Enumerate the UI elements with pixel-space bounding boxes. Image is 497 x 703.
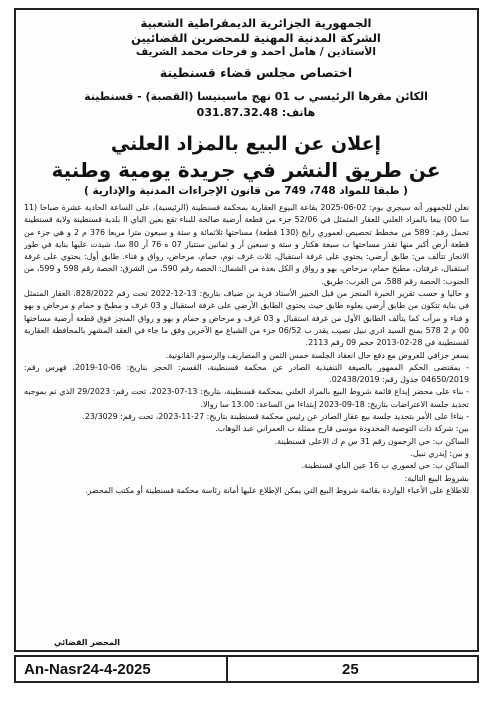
body-paragraph: للاطلاع على الأعباء الواردة بقائمة شروط البيع التي يمكن الإطلاع عليها أمانة رئاسة محكمة قسنطينة أو مكتب المحضر. (85, 485, 469, 495)
body-paragraph: - بناء على محضر إيداع قائمة شروط البيع بالمزاد العلني بمحكمة قسنطينة، بتاريخ: 13-07-2023، تحت رقم: 29/2023 الذي تم بموجبه تحديد جلسة الاعتراضات بتاريخ: 18-09-2023 إبتداءا من الساعة: 13.00 سا زوالا. (24, 387, 469, 409)
body-paragraph: - بناءا على الأمر بتحديد جلسة بيع عقار الصادر عن رئيس محكمة قسنطينة بتاريخ: 27-11-2023، تحت رقم: 23/3029. (82, 412, 469, 422)
header-address: الكائن مقرها الرئيسي ب 01 نهج ماسينيسا (القصبة) - قسنطينة (84, 90, 428, 103)
announcement-title-2: عن طريق النشر في جريدة يومية وطنية (51, 158, 441, 182)
body-paragraph: بسعر جزافي للعروض مع دفع حال انعقاد الجلسة خمس الثمن و المصاريف والرسوم القانونية. (165, 350, 469, 360)
announcement-body (24, 202, 469, 622)
newspaper-footer (14, 655, 479, 683)
announcement-title: إعلان عن البيع بالمزاد العلني (110, 133, 382, 155)
body-paragraph: و بين: إيدري نبيل. (410, 448, 469, 458)
header-line-3: الأستاذين / هامل أحمد و فرحات محمد الشريف (136, 46, 376, 58)
header-phone: هاتف: 031.87.32.48 (196, 106, 316, 119)
legal-reference: ( طبقا للمواد 748، 749 من قانون الإجراءات المدنية والإدارية ) (84, 185, 408, 197)
body-paragraph: بين: شركة ذات التوصية المحدودة موسى فارح ممثلة ب العمراني عبد الوهاب. (215, 424, 469, 434)
body-paragraph: و حاليا و حسب تقرير الخبرة المنجز من قبل الخبير الأستاذ فريد بن ضياف بتاريخ: 13-12-2022 تحت رقم 828/2022، العقار المتمثل في بناية تتكون من طابق أرضي يعلوه طابق حيث يحتوي الطابق الأرضي على غرفة استقبال و 03 غرف و مطبخ و حمام و مرحاض و بهو و فناء و مرآب كما يتألف الطابق الأول من غرفة استقبال و 03 غرف و مرحاض و حمام و بهو و رواق المنجز فوق قطعة أرضية مساحتها 00 م 2 578 بمنح السيد ادري نبيل نصيب يقدر ب 06/52 جزء من الشياع مع الآخرين وفق ما جاء في العقد المشهر بالمحافظة العقارية لقسنطينة في 28-02-2013 حجم 09 رقم 2113. (24, 289, 469, 348)
header-line-4: اختصاص مجلس قضاء قسنطينة (159, 65, 353, 80)
body-paragraph: نعلن للجمهور أنه سيجري يوم: 02-06-2025 بقاعة البيوع العقارية بمحكمة قسنطينة (الرئيسية)، على الساعة الحادية عشرة صباحا (11 سا 00) بيعا بالمزاد العلني للعقار المتمثل في 52/06 جزء من قطعة أرضية صالحة للبناء تقع بعين الباي II بلدية قسنطينة ولاية قسنطينة تحمل رقم: 589 من مخطط تحصيص لعموري رابح (130 قطعة) مساحتها ثلاثمائة و ستة و سبعون مترا مربعا 376 م 2 و هي جزء من قطعة أرض أكبر منها تقدر مساحتها ب سبعة هكتار و ستة و سبعين آر و ثمانين سنتيار 07 ه 76 آر 80 سا، شيدت عليها بناية في طور الانجاز تتألف من: طابق أرضي: يحتوي على غرفة استقبال، ثلاث غرف نوم، حمام، مرحاض، رواق و فناء. طابق أول: يحتوي على غرفة استقبال، غرفتان، مطبخ حمام، مرحاض، بهو و رواق و الكل بعدة من الشمال: الحصة رقم 590، من الشرق: الحصة رقم 598 و 599، من الجنوب: الحصة رقم 588، من الغرب: طريق. (24, 203, 469, 286)
body-paragraph: الساكن ب: حي الرحمون رقم 31 س م ك الاعلى قسنطينة. (274, 436, 469, 446)
body-paragraph: - بمقتضى الحكم الممهور بالصيغة التنفيذية الصادر عن محكمة قسنطينة، القسم: الحجز بتاريخ: 06-10-2019، فهرس رقم: 04650/2019 جدول رقم: 02438/2019. (24, 362, 469, 385)
page-number: 25 (342, 661, 359, 678)
newspaper-edition: An-Nasr24-4-2025 (24, 661, 151, 678)
header-line-1: الجمهورية الجزائرية الديمقراطية الشعبية (140, 16, 372, 30)
announcement-frame (14, 8, 479, 652)
footer-divider (226, 657, 228, 681)
body-paragraph: بشروط البيع التالية: (404, 473, 469, 483)
header-line-2: الشركة المدنية المهنية للمحضرين القضائيين (131, 31, 381, 45)
body-paragraph: الساكن ب: حي لعموري ب 16 عين الباي قسنطينة. (301, 461, 469, 471)
bailiff-signature: المحضر القضائي (54, 638, 121, 647)
